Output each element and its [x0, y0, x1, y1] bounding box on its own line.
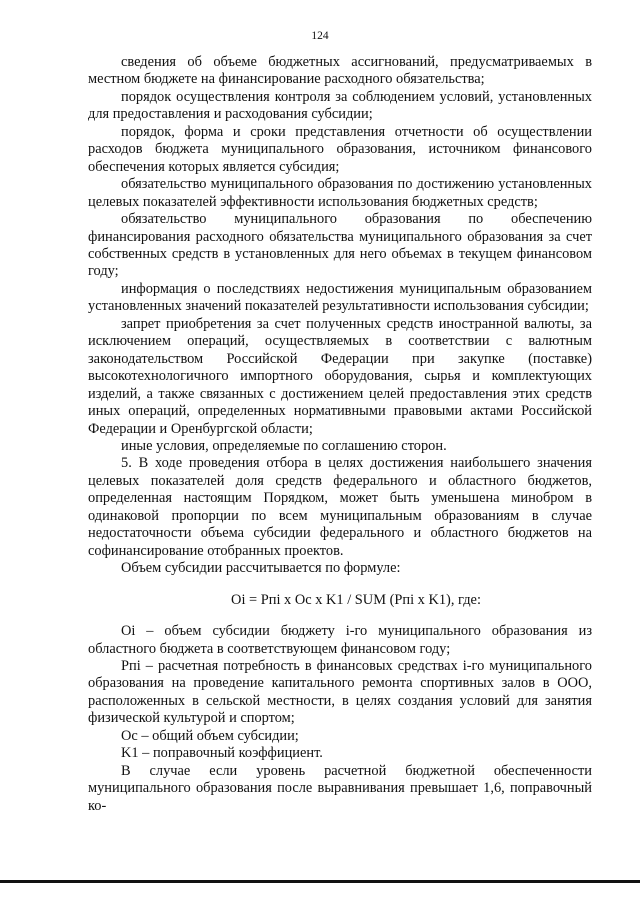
- paragraph-non-achievement-consequences: информация о последствиях недостижения муниципальным образованием установленных значений показателей результативности использования субсидии;: [88, 280, 592, 315]
- paragraph-fiscal-capacity: В случае если уровень расчетной бюджетной обеспеченности муниципального образования после выравнивания превышает 1,6, поправочный ко-: [88, 762, 592, 814]
- paragraph-currency-prohibition: запрет приобретения за счет полученных средств иностранной валюты, за исключением операций, осуществляемых в соответствии с валютным законодательством Российской Федерации при закупке (поставке) высокотехнологичного импортного оборудования, сырья и комплектующих изделий, а также связанных с достижением целей предоставления этих средств иных операций, определенных нормативными правовыми актами Российской Федерации и Оренбургской области;: [88, 315, 592, 437]
- paragraph-target-indicators-obligation: обязательство муниципального образования по достижению установленных целевых показателей эффективности использования бюджетных средств;: [88, 176, 592, 210]
- paragraph-oc-definition: Oc – общий объем субсидии;: [121, 727, 299, 744]
- paragraph-k1-definition: K1 – поправочный коэффициент.: [121, 745, 323, 762]
- paragraph-cofinancing-obligation: обязательство муниципального образования по обеспечению финансирования расходного обязательства муниципального образования за счет собственных средств в установленных для него объемах в текущем финансовом году;: [88, 211, 592, 280]
- paragraph-ppi-definition: Pпi – расчетная потребность в финансовых средствах i-го муниципального образования на проведение капитального ремонта спортивных залов в ООО, расположенных в сельской местности, в целях создания условий для занятия физической культурой и спортом;: [88, 657, 592, 727]
- paragraph-control-procedure: порядок осуществления контроля за соблюдением условий, установленных для предоставления и расходования субсидии;: [88, 88, 592, 123]
- page-number: 124: [311, 30, 329, 42]
- document-body: [88, 54, 592, 815]
- paragraph-reporting-procedure: порядок, форма и сроки представления отчетности об осуществлении расходов бюджета муниципального образования, источником финансового обеспечения которых является субсидия;: [88, 123, 592, 175]
- paragraph-oi-definition: Oi – объем субсидии бюджету i-го муниципального образования из областного бюджета в соответствующем финансовом году;: [88, 623, 592, 657]
- paragraph-other-conditions: иные условия, определяемые по соглашению сторон.: [121, 437, 447, 454]
- paragraph-budget-allocations: сведения об объеме бюджетных ассигнований, предусматриваемых в местном бюджете на финансирование расходного обязательства;: [88, 54, 592, 88]
- subsidy-formula: Oi = Pпi x Oc x K1 / SUM (Pпi x K1), где:: [231, 591, 481, 608]
- paragraph-formula-intro: Объем субсидии рассчитывается по формуле:: [121, 560, 401, 577]
- paragraph-selection-reduction: 5. В ходе проведения отбора в целях достижения наибольшего значения целевых показателей доля средств федерального и областного бюджетов, определенная настоящим Порядком, может быть уменьшена минобром в одинаковой пропорции по всем муниципальным образованиям в случае недостаточности объема субсидии федерального и областного бюджетов на софинансирование отобранных проектов.: [88, 455, 592, 559]
- bottom-scan-edge-line: [0, 880, 640, 883]
